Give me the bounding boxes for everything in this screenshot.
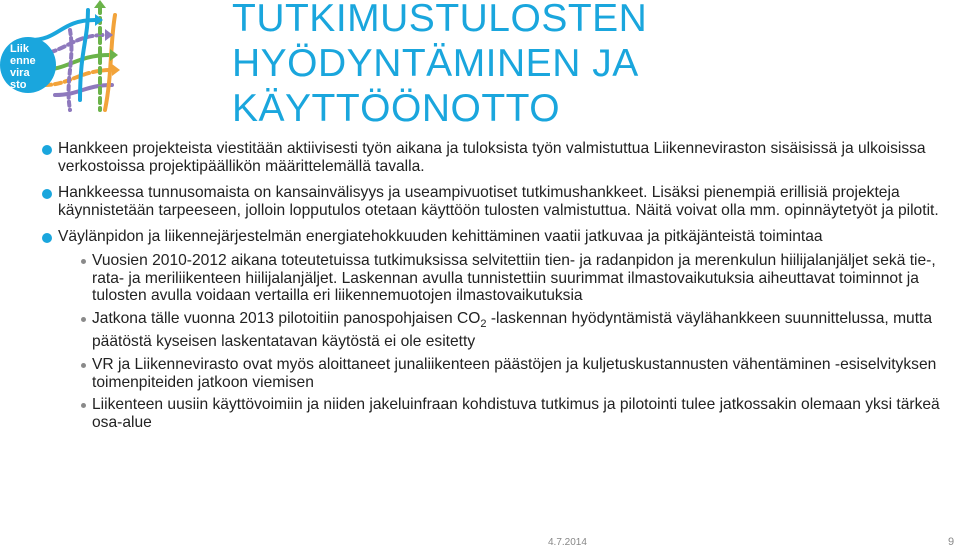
subbullet-dot-icon [81, 363, 86, 368]
subbullet-text [92, 310, 942, 351]
subbullet-item-3 [42, 356, 942, 391]
slide-title [232, 0, 932, 131]
bullet-text: Väylänpidon ja liikennejärjestelmän energiatehokkuuden kehittäminen vaatii jatkuvaa ja pitkäjänteistä toimintaa [58, 228, 823, 246]
subbullet-item-4 [42, 396, 942, 431]
subbullet-text-pre: Jatkona tälle vuonna 2013 pilotoitiin panospohjaisen CO [92, 309, 481, 327]
bullet-item-2 [42, 184, 942, 219]
bullet-item-1 [42, 140, 942, 175]
subbullet-dot-icon [81, 403, 86, 408]
logo-line-2: enne [10, 55, 36, 67]
subbullet-item-2 [42, 310, 942, 351]
subbullet-item-1 [42, 252, 942, 305]
co2-subscript: 2 [480, 317, 487, 330]
bullet-text: Hankkeessa tunnusomaista on kansainvälisyys ja useampivuotiset tutkimushankkeet. Lisäksi pienempiä erillisiä projekteja käynnistetään tarpeeseen, jolloin lopputulos otetaan käyttöön tulosten valmistuttua. Näitä voivat olla mm. opinnäytetyöt ja pilotit. [58, 184, 939, 219]
logo-line-1: Liik [10, 43, 29, 55]
title-line-3: KÄYTTÖÖNOTTO [232, 87, 561, 130]
title-line-1: TUTKIMUSTULOSTEN [232, 0, 648, 40]
logo-line-4: sto [10, 79, 27, 91]
subbullet-dot-icon [81, 259, 86, 264]
slide-content [42, 140, 942, 436]
bullet-dot-icon [42, 145, 52, 155]
title-line-2: HYÖDYNTÄMINEN JA [232, 42, 639, 85]
bullet-item-3 [42, 228, 942, 246]
bullet-dot-icon [42, 233, 52, 243]
page-number: 9 [948, 536, 955, 548]
subbullet-dot-icon [81, 317, 86, 322]
bullet-text: Hankkeen projekteista viestitään aktiivisesti työn aikana ja tuloksista työn valmistuttua Liikenneviraston sisäisissä ja ulkoisissa verkostoissa projektipäällikön määrittelemällä tavalla. [58, 140, 926, 175]
bullet-dot-icon [42, 189, 52, 199]
logo-line-3: vira [10, 67, 30, 79]
footer-date: 4.7.2014 [548, 537, 587, 548]
subbullet-text: Vuosien 2010-2012 aikana toteutetuissa tutkimuksissa selvitettiin tien- ja radanpidon ja merenkulun hiilijalanjäljet sekä tie-, rata- ja meriliikenteen hiilijalanjäljet. Laskennan avulla tunnistettiin suurimmat ilmastovaikutuksia aiheuttavat toiminnot ja tulosten avulla voidaan vertailla eri liikennemuotojen ilmastovaikutuksia [92, 251, 936, 305]
subbullet-text: VR ja Liikennevirasto ovat myös aloittaneet junaliikenteen päästöjen ja kuljetuskustannusten vähentäminen -esiselvityksen toimenpiteiden jatkoon viemisen [92, 356, 937, 391]
liikennevirasto-logo [0, 0, 130, 120]
subbullet-text-post: -laskennan hyödyntämistä väylähankkeen suunnittelussa, mutta päätöstä kyseisen laskentatavan käytöstä ei ole esitetty [92, 309, 933, 351]
subbullet-text: Liikenteen uusiin käyttövoimiin ja niiden jakeluinfraan kohdistuva tutkimus ja pilotointi tulee jatkossakin olemaan yksi tärkeä osa-alue [92, 396, 940, 431]
